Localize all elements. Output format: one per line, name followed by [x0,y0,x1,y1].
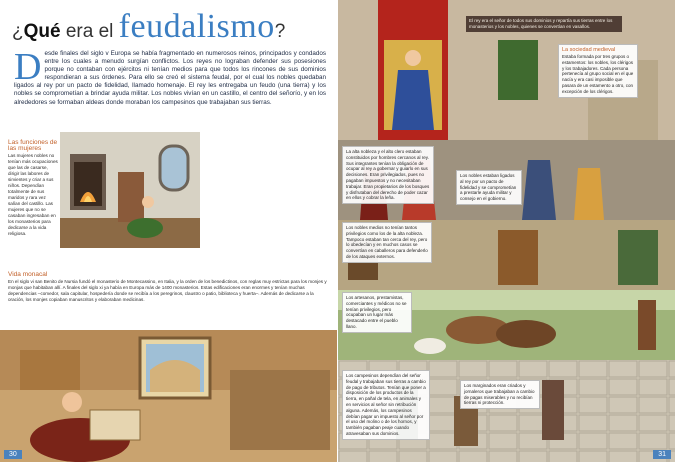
title-question-open: ¿ [12,21,24,42]
page-number-right: 31 [653,450,671,459]
note-marginados: Los marginados eran criados y jornaleros que trabajaban a cambio de pagas miserables y no recibían tierras ni protección. [460,380,540,409]
note-rey: El rey era el señor de todos sus dominios y repartía sus tierras entre los monasterios y los nobles, quienes se convertían en vasallos. [466,16,622,32]
note-sociedad-text: Estaba formada por tres grupos o estamentos: los nobles, los clérigos y los trabajadores. Cada persona pertenecía al grupo social en el que nacía y era casi imposible que pasara de un estamento a otro, con excepción de los clérigos. [562,54,634,94]
note-alta-nobleza: La alta nobleza y el alto clero estaban constituidos por hombres cercanos al rey. Sus integrantes tenían la obligación de ocupar al rey a gobernar y guiarlo en sus decisiones. Eran privilegiados, pues no pagaban impuestos y no necesitaban trabajar. Eran propietarios de los bosques y disfrutaban del derecho de poder cazar en ellos y cobrar la leña. [342,146,434,204]
monk-illustration [0,330,337,462]
note-sociedad-heading: La sociedad medieval [562,47,616,53]
note-medios: Los nobles medios no tenían tantos privilegios como los de la alta nobleza. Tampoco estaban tan cerca del rey, pero lo obedecían y en muchos casos se convertían en caballeros para defenderlo de los ataques externos. [342,222,432,263]
noblewoman-illustration [60,132,200,248]
mujeres-text: Las mujeres nobles no tenían más ocupaciones que las de casarse, dirigir las labores de sirvientes y criar a sus niños. Dependían totalmente de sus maridos y rara vez salían del castillo. Las mujeres que no se casaban ingresaban en los monasterios para dedicarse a la vida religiosa. [8,153,58,236]
note-campesinos: Los campesinos dependían del señor feudal y trabajaban sus tierras a cambio de pago de tributos. Tenían que poner a disposición de los productos de la tierra, en pañal de tela, en animales y en servicios al señor sin retribución alguna. Además, los campesinos debían pagar un impuesto al señor por el uso del molino o de los hornos, y también pagaban peaje cuando atravesaban sus dominios. [342,370,430,440]
title-que: Qué [23,21,61,42]
intro-text: esde finales del siglo v Europa se había fragmentado en numerosos reinos, principados y condados entre los cuales a menudo surgían conflictos. Los reyes no lograban defender sus posesiones porque no contaban con ejércitos ni tenían medios para que todos los rincones de sus dominios respondieran a sus órdenes. Para ello se creó el sistema feudal, por el cual los nobles quedaban ligados al rey por un pacto de fidelidad, llamado homenaje. El rey les entregaba un feudo (una tierra) y los nobles se comprometían a brindar ayuda militar. Los nobles vivían en un castillo, el centro del señorío, y en los alrededores se formaban aldeas donde moraban los campesinos que trabajaban sus tierras. [14,50,326,106]
title-question-close: ? [274,21,286,42]
title-middle: era el [60,21,119,42]
monacal-box [8,272,330,303]
mujeres-box [8,140,58,237]
intro-dropcap: D [14,46,42,88]
monacal-text: En el siglo vi san Benito de Nursia fundó el monasterio de Montecassino, en Italia, y la orden de los benedictinos, con reglas muy estrictas para los monjes y monjas que habitaban allí. A finales del siglo xi ya había en Europa más de 1400 monasterios. Estas edificaciones eran enormes y tenían muchas dependencias –comedor, sala capitular, hospedería donde se recibía a los peregrinos, claustro o patio, biblioteca y huerta–. Además de dedicarse a la oración, los monjes copiaban manuscritos y elaboraban medicinas. [8,279,327,302]
intro-paragraph [14,46,326,107]
note-ligados: Los nobles estaban ligados al rey por un pacto de fidelidad y se comprometían a prestarle ayuda militar y consejo en el gobierno. [456,170,522,205]
page-number-left: 30 [4,450,22,459]
right-page [338,0,675,462]
monacal-heading: Vida monacal [8,271,48,278]
left-page [0,0,337,462]
mujeres-heading: Las funciones de las mujeres [8,139,58,152]
title-feudalismo: feudalismo [118,8,275,45]
note-sociedad [558,44,638,98]
note-artesanos: Los artesanos, prestamistas, comerciantes y médicos no se tenían privilegios, pero ocupaban un lugar más destacado entre el pueblo llano. [342,292,412,333]
page-title [12,8,285,46]
